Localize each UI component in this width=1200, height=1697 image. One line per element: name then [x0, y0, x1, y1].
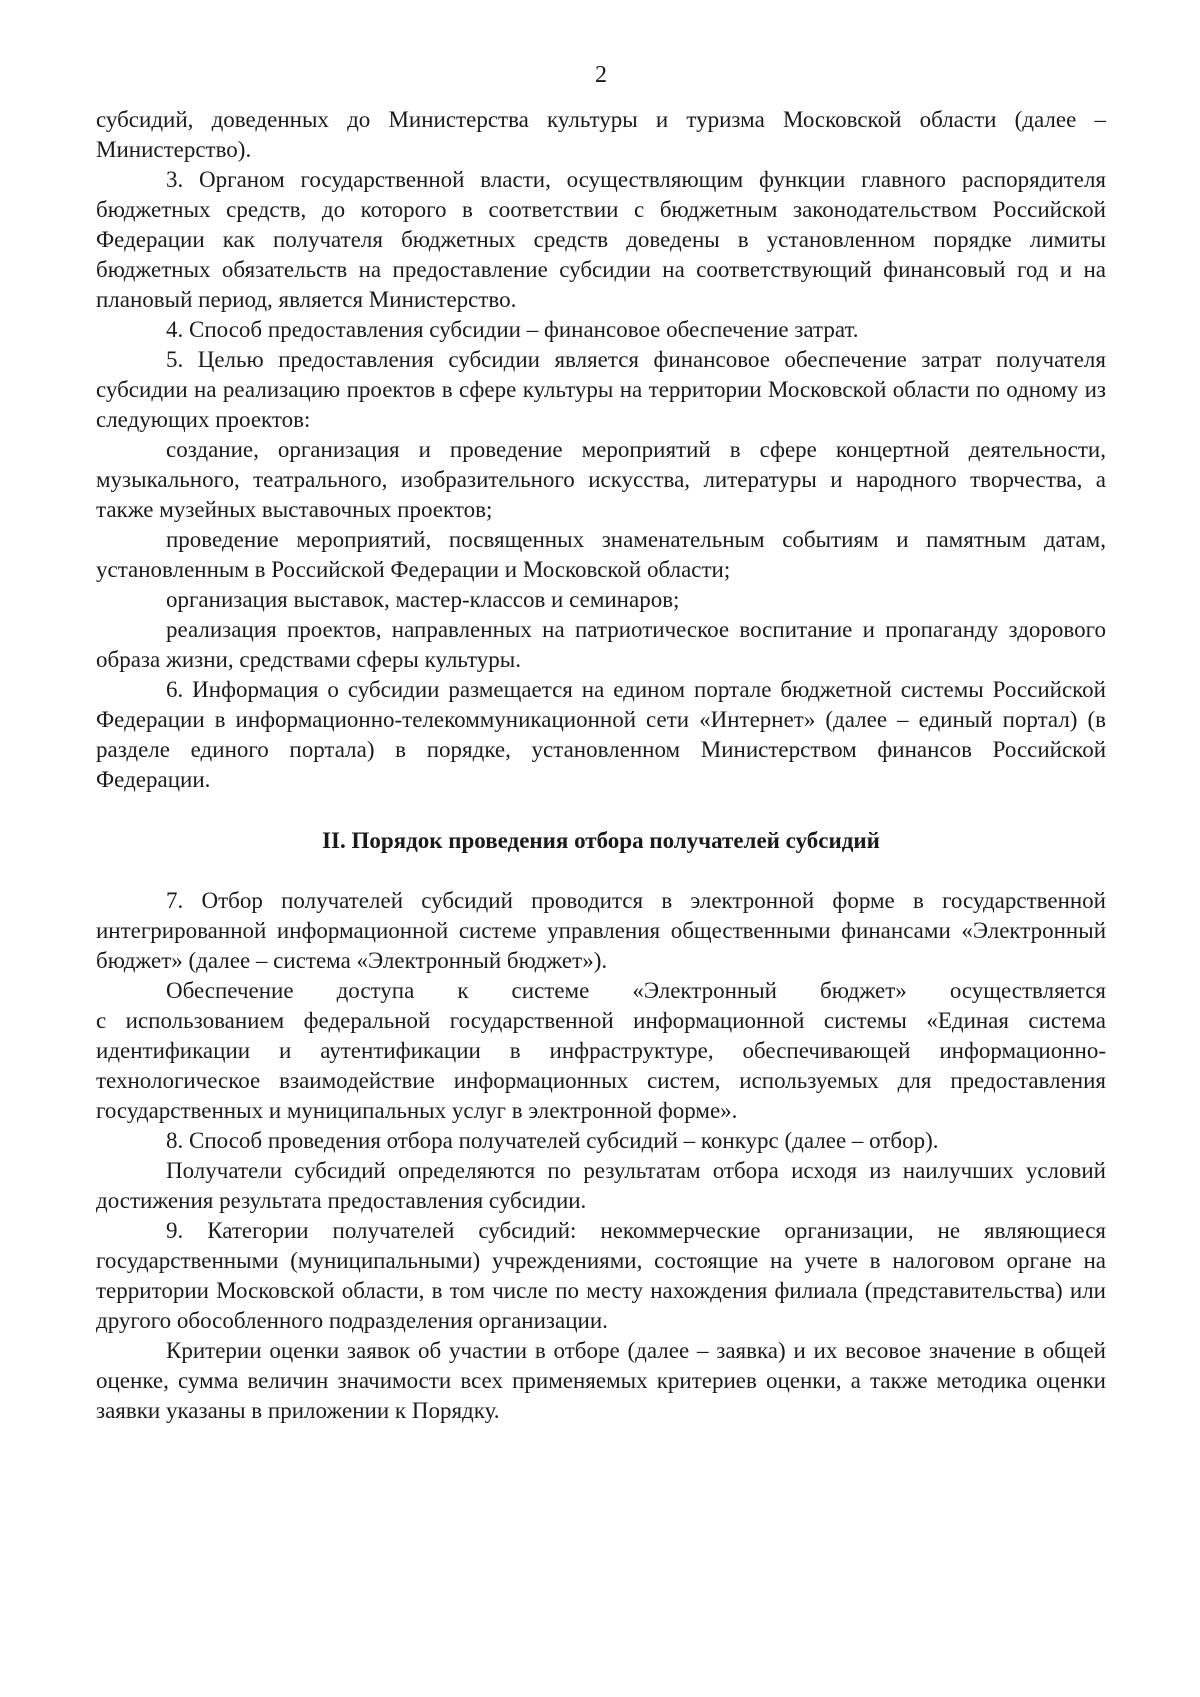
paragraph-item-5-project-3: организация выставок, мастер-классов и семинаров; — [166, 587, 680, 612]
page-number: 2 — [595, 62, 607, 88]
paragraph-item-7: 7. Отбор получателей субсидий проводится в электронной форме в государственной интегрированной информационной системе управления общественными финансами «Электронный бюджет» (далее – система «Электронный бюджет»). — [96, 888, 1106, 973]
section-heading: II. Порядок проведения отбора получателей субсидий — [322, 828, 880, 853]
paragraph-continuation: субсидий, доведенных до Министерства культуры и туризма Московской области (далее – Министерство). — [96, 107, 1106, 162]
paragraph-item-5-project-4: реализация проектов, направленных на патриотическое воспитание и пропаганду здорового образа жизни, средствами сферы культуры. — [96, 617, 1106, 672]
document-page — [96, 60, 1106, 1426]
paragraph-item-5: 5. Целью предоставления субсидии является финансовое обеспечение затрат получателя субсидии на реализацию проектов в сфере культуры на территории Московской области по одному из следующих проектов: — [96, 347, 1106, 432]
paragraph-item-5-project-2: проведение мероприятий, посвященных знаменательным событиям и памятным датам, установленным в Российской Федерации и Московской области; — [96, 527, 1106, 582]
paragraph-item-5-project-1: создание, организация и проведение мероприятий в сфере концертной деятельности, музыкального, театрального, изобразительного искусства, литературы и народного творчества, а также музейных выставочных проектов; — [96, 437, 1106, 522]
paragraph-item-3: 3. Органом государственной власти, осуществляющим функции главного распорядителя бюджетных средств, до которого в соответствии с бюджетным законодательством Российской Федерации как получателя бюджетных средств доведены в установленном порядке лимиты бюджетных обязательств на предоставление субсидии на соответствующий финансовый год и на плановый период, является Министерство. — [96, 167, 1106, 312]
paragraph-item-7-access: Обеспечение доступа к системе «Электронный бюджет» осуществляется — [166, 978, 1106, 1003]
paragraph-item-8-recipients: Получатели субсидий определяются по результатам отбора исходя из наилучших условий достижения результата предоставления субсидии. — [96, 1158, 1106, 1213]
paragraph-item-9: 9. Категории получателей субсидий: некоммерческие организации, не являющиеся государственными (муниципальными) учреждениями, состоящие на учете в налоговом органе на территории Московской области, в том числе по месту нахождения филиала (представительства) или другого обособленного подразделения организации. — [96, 1218, 1106, 1333]
paragraph-item-9-criteria: Критерии оценки заявок об участии в отборе (далее – заявка) и их весовое значение в общей оценке, сумма величин значимости всех применяемых критериев оценки, а также методика оценки заявки указаны в приложении к Порядку. — [96, 1338, 1106, 1423]
paragraph-item-4: 4. Способ предоставления субсидии – финансовое обеспечение затрат. — [166, 317, 859, 342]
paragraph-item-8: 8. Способ проведения отбора получателей субсидий – конкурс (далее – отбор). — [166, 1128, 939, 1153]
paragraph-item-7-access-continuation: с использованием федеральной государственной информационной системы «Единая система идентификации и аутентификации в инфраструктуре, обеспечивающей информационно-технологическое взаимодействие информационных систем, используемых для предоставления государственных и муниципальных услуг в электронной форме». — [96, 1008, 1106, 1123]
paragraph-item-6: 6. Информация о субсидии размещается на едином портале бюджетной системы Российской Федерации в информационно-телекоммуникационной сети «Интернет» (далее – единый портал) (в разделе единого портала) в порядке, установленном Министерством финансов Российской Федерации. — [96, 677, 1106, 792]
